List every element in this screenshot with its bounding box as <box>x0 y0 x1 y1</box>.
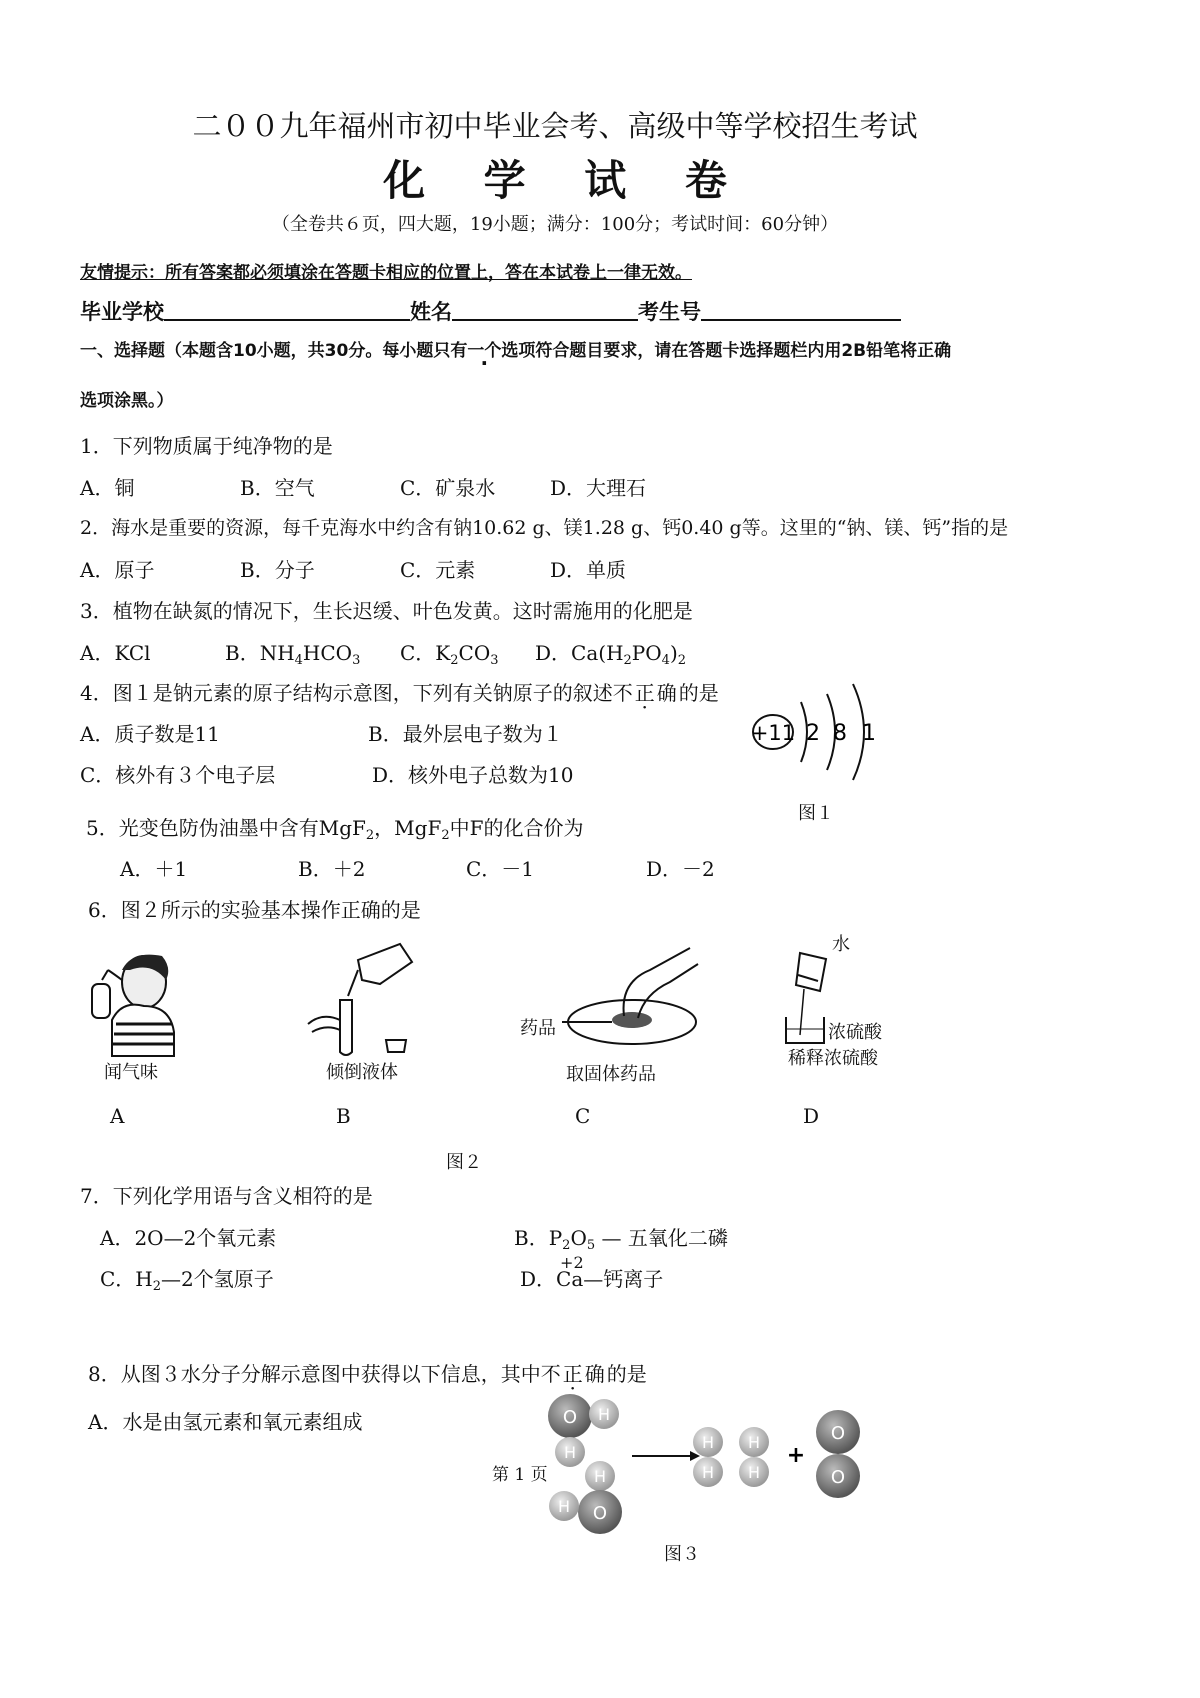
q6-stem: 6．图２所示的实验基本操作正确的是 <box>88 898 421 922</box>
emphasis-one: 一个 <box>467 341 502 361</box>
q2-stem: 2．海水是重要的资源，每千克海水中约含有钠10.62 g、镁1.28 g、钙0.40 g等。这里的“钠、镁、钙”指的是 <box>80 517 1009 539</box>
q4-stem: 4．图１是钠元素的原子结构示意图，下列有关钠原子的叙述不正确的是 <box>80 681 719 705</box>
school-blank[interactable] <box>164 297 410 321</box>
q1-stem: 1．下列物质属于纯净物的是 <box>80 434 333 458</box>
pour-liquid-illustration <box>300 940 420 1060</box>
pour-liquid-label: 倾倒液体 <box>326 1062 398 1083</box>
q7-option-b: B．$P_2O_5$ — 五氧化二磷 <box>514 1226 728 1253</box>
smell-illustration <box>82 940 182 1060</box>
shell-1-electrons: 2 <box>806 721 820 746</box>
plus-sign: + <box>786 1443 806 1468</box>
emphasis-incorrect: 不正确 <box>612 681 679 705</box>
friendly-tip: 友情提示：所有答案都必须填涂在答题卡相应的位置上，答在本试卷上一律无效。 <box>80 263 692 283</box>
take-solid-label: 取固体药品 <box>566 1064 656 1085</box>
q5-option-a: A．＋1 <box>120 857 188 881</box>
o2-bottom: O <box>830 1467 846 1488</box>
q6-letter-d: D <box>803 1104 820 1128</box>
shell-3-electrons: 1 <box>862 721 876 746</box>
page-number: 第 1 页 <box>492 1465 548 1485</box>
figure3-caption: 图３ <box>664 1544 700 1565</box>
q3-option-d: D．$Ca(H_2PO_4)_2$ <box>535 641 687 668</box>
o2-top: O <box>830 1423 846 1444</box>
shell-2-electrons: 8 <box>833 721 847 746</box>
q5-option-c: C．－1 <box>466 857 535 881</box>
water-label: 水 <box>832 934 850 955</box>
name-label: 姓名 <box>410 300 452 324</box>
q7-option-d: D． +2 Ca—钙离子 <box>520 1253 664 1291</box>
q4-option-b: B．最外层电子数为１ <box>368 722 563 746</box>
nucleus-charge: +11 <box>750 721 796 745</box>
q1-option-c: C．矿泉水 <box>400 476 496 500</box>
q6-letter-b: B <box>336 1104 351 1128</box>
dilute-acid-label: 稀释浓硫酸 <box>788 1048 878 1069</box>
q3-option-b: B．$NH_4HCO_3$ <box>225 641 361 668</box>
q4-option-c: C．核外有３个电子层 <box>80 763 276 787</box>
q2-option-c: C．元素 <box>400 558 476 582</box>
take-solid-illustration <box>560 942 710 1052</box>
molecule2-h2: H <box>557 1497 571 1516</box>
emphasis-incorrect-q8: 不正确 <box>540 1362 607 1386</box>
q1-option-d: D．大理石 <box>550 476 647 500</box>
acid-label: 浓硫酸 <box>828 1022 882 1043</box>
q3-stem: 3．植物在缺氮的情况下，生长迟缓、叶色发黄。这时需施用的化肥是 <box>80 599 693 623</box>
q7-option-a: A．2O—2个氧元素 <box>100 1226 277 1250</box>
q7-stem: 7．下列化学用语与含义相符的是 <box>80 1184 373 1208</box>
paper-subtitle: 化 学 试 卷 <box>383 156 727 205</box>
q1-option-a: A．铜 <box>80 476 135 500</box>
calcium-charge: +2 <box>560 1253 584 1272</box>
q6-letter-c: C <box>575 1104 591 1128</box>
molecule1-h1: H <box>597 1405 611 1424</box>
q2-option-a: A．原子 <box>80 558 155 582</box>
q3-option-a: A．KCl <box>80 641 151 665</box>
smell-label: 闻气味 <box>104 1062 158 1083</box>
q5-stem: 5．光变色防伪油墨中含有MgF$_2$，MgF$_2$中F的化合价为 <box>86 816 584 843</box>
h2-b-bottom: H <box>747 1463 761 1482</box>
exam-info: （全卷共６页，四大题，19小题；满分：100分；考试时间：60分钟） <box>271 214 839 235</box>
q1-option-b: B．空气 <box>240 476 315 500</box>
exam-no-label: 考生号 <box>638 300 701 324</box>
h2-a-top: H <box>701 1433 715 1452</box>
q2-option-d: D．单质 <box>550 558 627 582</box>
figure2-caption: 图２ <box>446 1152 482 1173</box>
q3-option-c: C．$K_2CO_3$ <box>400 641 499 668</box>
exam-title: 二００九年福州市初中毕业会考、高级中等学校招生考试 <box>192 109 918 143</box>
figure1-caption: 图１ <box>798 803 834 824</box>
drug-label: 药品 <box>520 1018 556 1039</box>
school-label: 毕业学校 <box>80 300 164 324</box>
q4-option-d: D．核外电子总数为10 <box>372 763 574 787</box>
atom-structure-figure <box>745 672 895 792</box>
q7-option-c: C．$H_2—2$个氢原子 <box>100 1267 274 1294</box>
section1-heading: 一、选择题（本题含10小题，共30分。每小题只有一个选项符合题目要求，请在答题卡选择题栏内用2B铅笔将正确 <box>80 341 952 361</box>
dilute-acid-illustration <box>782 945 832 1045</box>
molecule2-h1: H <box>593 1467 607 1486</box>
q4-option-a: A．质子数是11 <box>80 722 220 746</box>
water-decomposition-figure <box>540 1390 880 1540</box>
h2-a-bottom: H <box>701 1463 715 1482</box>
molecule1-o: O <box>562 1407 578 1428</box>
name-blank[interactable] <box>452 297 638 321</box>
q6-letter-a: A <box>110 1104 125 1128</box>
q2-option-b: B．分子 <box>240 558 315 582</box>
section1-heading-line2: 选项涂黑。） <box>80 391 174 411</box>
molecule2-o: O <box>592 1503 608 1524</box>
q8-option-a: A．水是由氢元素和氧元素组成 <box>88 1410 363 1434</box>
exam-no-blank[interactable] <box>701 297 901 321</box>
q5-option-b: B．＋2 <box>298 857 366 881</box>
q8-stem: 8．从图３水分子分解示意图中获得以下信息，其中不正确的是 <box>88 1362 647 1386</box>
molecule1-h2: H <box>563 1443 577 1462</box>
h2-b-top: H <box>747 1433 761 1452</box>
student-info-line <box>80 296 901 326</box>
q5-option-d: D．－2 <box>646 857 715 881</box>
